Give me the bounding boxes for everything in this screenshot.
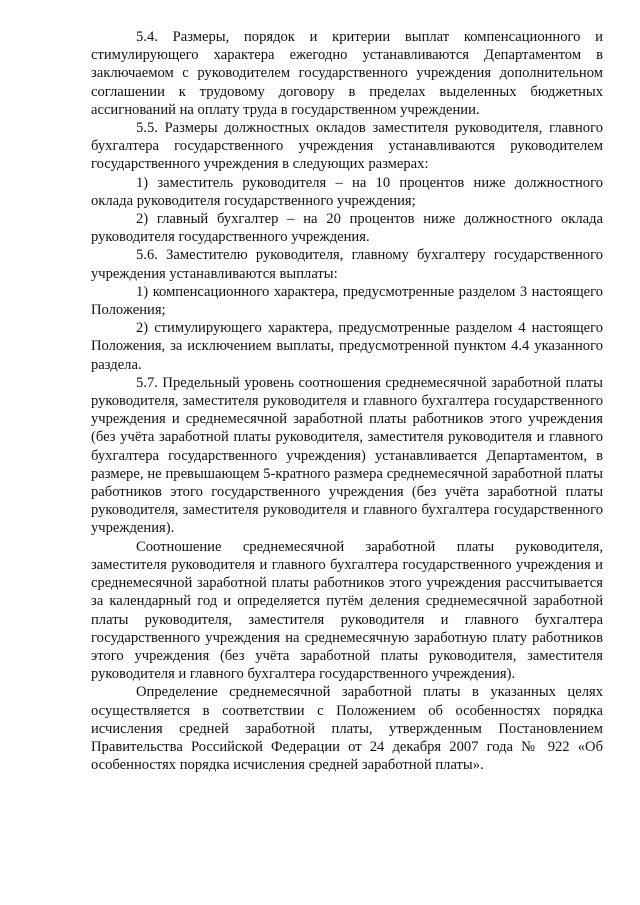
paragraph-5-6-item-1: 1) компенсационного характера, предусмотренные разделом 3 настоящего Положения; <box>91 283 603 319</box>
paragraph-5-6-item-2: 2) стимулирующего характера, предусмотренные разделом 4 настоящего Положения, за исключением выплаты, предусмотренной пунктом 4.4 указанного раздела. <box>91 320 603 373</box>
paragraph-5-7: 5.7. Предельный уровень соотношения среднемесячной заработной платы руководителя, заместителя руководителя и главного бухгалтера государственного учреждения и среднемесячной заработной платы работников этого учреждения (без учёта заработной платы руководителя, заместителя руководителя и главного бухгалтера государственного учреждения) устанавливается Департаментом, в размере, не превышающем 5-кратного размера среднемесячной заработной платы работников этого государственного учреждения (без учёта заработной платы руководителя, заместителя руководителя и главного бухгалтера государственного учреждения). <box>91 374 603 537</box>
paragraph-ratio-calculation: Соотношение среднемесячной заработной платы руководителя, заместителя руководителя и главного бухгалтера государственного учреждения и среднемесячной заработной платы работников этого учреждения рассчитывается за календарный год и определяется путём деления среднемесячной заработной платы руководителя, заместителя руководителя и главного бухгалтера государственного учреждения на среднемесячную заработную плату работников этого учреждения (без учёта заработной платы руководителя, заместителя руководителя и главного бухгалтера государственного учреждения). <box>91 538 603 683</box>
paragraph-average-salary-definition: Определение среднемесячной заработной платы в указанных целях осуществляется в соответствии с Положением об особенностях порядка исчисления средней заработной платы, утвержденным Постановлением Правительства Российской Федерации от 24 декабря 2007 года № 922 «Об особенностях порядка исчисления средней заработной платы». <box>91 684 603 774</box>
document-body <box>91 28 603 774</box>
paragraph-5-6: 5.6. Заместителю руководителя, главному бухгалтеру государственного учреждения устанавливаются выплаты: <box>91 247 603 282</box>
paragraph-5-5: 5.5. Размеры должностных окладов заместителя руководителя, главного бухгалтера государственного учреждения устанавливаются руководителем государственного учреждения в следующих размерах: <box>91 120 603 173</box>
paragraph-5-5-item-2: 2) главный бухгалтер – на 20 процентов ниже должностного оклада руководителя государственного учреждения. <box>91 211 603 246</box>
paragraph-5-5-item-1: 1) заместитель руководителя – на 10 процентов ниже должностного оклада руководителя государственного учреждения; <box>91 174 603 209</box>
paragraph-5-4: 5.4. Размеры, порядок и критерии выплат компенсационного и стимулирующего характера ежегодно устанавливаются Департаментом в заключаемом с руководителем государственного учреждения дополнительном соглашении к трудовому договору в пределах выделенных бюджетных ассигнований на оплату труда в государственном учреждении. <box>91 29 603 118</box>
